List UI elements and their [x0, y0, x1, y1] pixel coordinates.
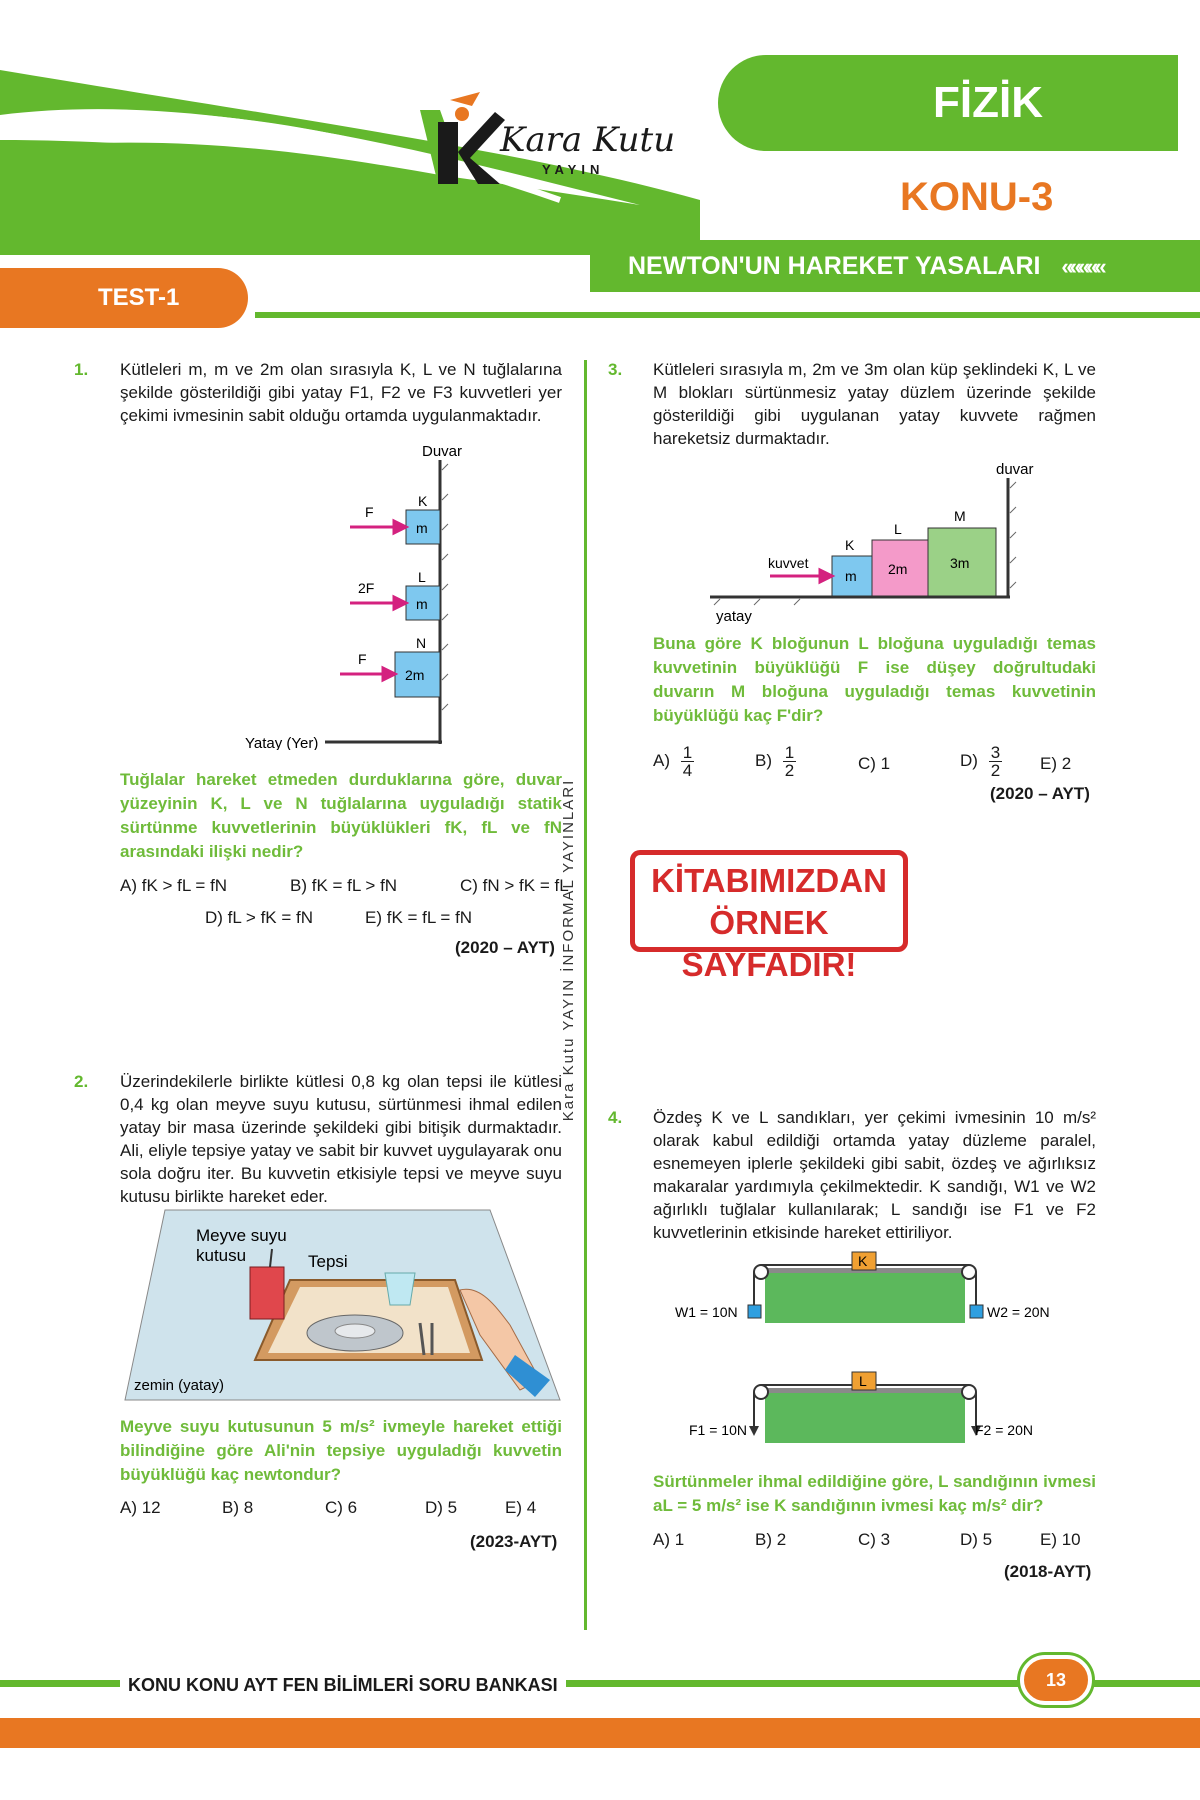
q4-crate-k-label: K — [858, 1253, 868, 1269]
q3-option-a[interactable] — [653, 744, 694, 779]
q2-option-d[interactable]: D) 5 — [425, 1498, 458, 1517]
stamp-line2: ÖRNEK SAYFADIR! — [681, 904, 857, 983]
topic-bar — [590, 240, 1200, 292]
q4-number: 4. — [608, 1108, 623, 1127]
q3-block-m-label: M — [954, 508, 966, 524]
q3-option-d-num: 3 — [990, 743, 1001, 762]
q4-figure — [675, 1248, 1095, 1448]
q3-block-k-mass: m — [845, 568, 857, 584]
q2-tray-label: Tepsi — [308, 1252, 348, 1271]
logo-mark-icon — [410, 92, 510, 187]
footer-book-title: KONU KONU AYT FEN BİLİMLERİ SORU BANKASI — [120, 1675, 566, 1696]
q3-block-l-label: L — [894, 521, 902, 537]
q3-option-c[interactable]: C) 1 — [858, 754, 891, 773]
q4-crate-l-label: L — [859, 1373, 867, 1389]
q4-option-c[interactable]: C) 3 — [858, 1530, 891, 1549]
q4-source: (2018-AYT) — [1004, 1562, 1092, 1581]
q3-option-e[interactable]: E) 2 — [1040, 754, 1072, 773]
q3-force-label: kuvvet — [768, 555, 809, 571]
q3-option-b-num: 1 — [784, 743, 795, 762]
q3-option-d-den: 2 — [990, 761, 1001, 780]
q2-figure — [120, 1205, 565, 1405]
q4-text: Özdeş K ve L sandıkları, yer çekimi ivmesinin 10 m/s² olarak kabul edildiği ortamda yatay düzleme paralel, esnemeyen iplerle şekildeki gibi sabit, özdeş ve ağırlıksız makaralar yardımıyla çekilmektedir. K sandığı, W1 ve W2 ağırlıklı tuğlalar kullanılarak; L sandığı ise F1 ve F2 kuvvetlerinin etkisinde hareket ettiriliyor. — [653, 1108, 1096, 1242]
q2-option-a[interactable]: A) 12 — [120, 1498, 161, 1517]
q2-juice-label-line1: Meyve suyu — [196, 1226, 287, 1245]
q2-floor-label: zemin (yatay) — [134, 1377, 225, 1394]
q4-option-d[interactable]: D) 5 — [960, 1530, 993, 1549]
q3-option-d-letter: D) — [960, 750, 978, 770]
q4-w2-label: W2 = 20N — [987, 1304, 1050, 1320]
q1-block-l-mass: m — [416, 596, 428, 612]
stamp-line1: KİTABIMIZDAN — [651, 862, 887, 899]
q1-option-a[interactable]: A) fK > fL = fN — [120, 876, 228, 895]
q3-number: 3. — [608, 360, 623, 379]
q2-juice-label-line2: kutusu — [196, 1246, 247, 1265]
sample-page-stamp — [630, 850, 908, 983]
q2-text: Üzerindekilerle birlikte kütlesi 0,8 kg olan tepsi ile kütlesi 0,4 kg olan meyve suyu kutusu, sürtünmesi ihmal edilen yatay bir masa üzerinde şekildeki gibi bitişik durmaktadır. Ali, eliyle tepsiye yatay ve sabit bir kuvvet uygulayarak onu sola doğru iter. Bu kuvvetin etkisiyle tepsi ve meyve suyu kutusu birlikte hareket eder. — [120, 1072, 562, 1206]
q1-option-b[interactable]: B) fK = fL > fN — [290, 876, 398, 895]
q2-option-b[interactable]: B) 8 — [222, 1498, 254, 1517]
q2-number: 2. — [74, 1072, 89, 1091]
q2-option-e[interactable]: E) 4 — [505, 1498, 537, 1517]
page-number: 13 — [1020, 1655, 1092, 1705]
q4-w1-label: W1 = 10N — [675, 1304, 738, 1320]
q4-option-e[interactable]: E) 10 — [1040, 1530, 1081, 1549]
q1-block-l-label: L — [418, 569, 426, 585]
q1-block-k-mass: m — [416, 520, 428, 536]
q1-force-f2: 2F — [358, 580, 375, 596]
q1-block-n-mass: 2m — [405, 667, 425, 683]
q2-question: Meyve suyu kutusunun 5 m/s² ivmeyle hareket ettiği bilindiğine göre Ali'nin tepsiye uyguladığı kuvvetin büyüklüğü kaç newtondur? — [120, 1417, 562, 1484]
q4-option-a[interactable]: A) 1 — [653, 1530, 685, 1549]
q1-ground-label: Yatay (Yer) — [245, 735, 319, 750]
q3-option-d[interactable] — [960, 744, 1002, 779]
side-label: Kara Kutu YAYIN İNFORMAL YAYINLARI — [560, 778, 577, 1122]
q1-option-e[interactable]: E) fK = fL = fN — [365, 908, 473, 927]
q1-force-f1: F — [365, 504, 374, 520]
q1-number: 1. — [74, 360, 89, 379]
q3-text: Kütleleri sırasıyla m, 2m ve 3m olan küp şeklindeki K, L ve M blokları sürtünmesiz yatay düzlem üzerinde şekilde gösterildiği gibi uygulanan yatay kuvvete rağmen hareketsiz durmaktadır. — [653, 360, 1096, 448]
q2-option-c[interactable]: C) 6 — [325, 1498, 358, 1517]
q1-block-n-label: N — [416, 635, 427, 651]
chevrons-icon: ««««« — [1061, 254, 1103, 279]
q1-wall-label: Duvar — [422, 443, 463, 460]
q4-question: Sürtünmeler ihmal edildiğine göre, L sandığının ivmesi aL = 5 m/s² ise K sandığının ivmesi kaç m/s² dir? — [653, 1472, 1096, 1515]
q3-ground-label: yatay — [716, 608, 752, 625]
q3-option-b[interactable] — [755, 744, 796, 779]
q3-block-l-mass: 2m — [888, 561, 908, 577]
subject-title: FİZİK — [718, 55, 1178, 151]
q4-f1-label: F1 = 10N — [689, 1422, 747, 1438]
q3-figure — [700, 458, 1070, 626]
q3-source: (2020 – AYT) — [990, 784, 1090, 803]
q1-block-k-label: K — [418, 493, 428, 509]
q1-text: Kütleleri m, m ve 2m olan sırasıyla K, L ve N tuğlalarına şekilde gösterildiği gibi yatay F1, F2 ve F3 kuvvetleri yer çekimi ivmesinin sabit olduğu ortamda uygulanmaktadır. — [120, 360, 562, 425]
q4-option-b[interactable]: B) 2 — [755, 1530, 787, 1549]
q1-force-f3: F — [358, 651, 367, 667]
logo-sub: YAYIN — [542, 162, 605, 177]
q3-option-a-den: 4 — [682, 761, 693, 780]
q4-f2-label: F2 = 20N — [975, 1422, 1033, 1438]
topic-title: NEWTON'UN HAREKET YASALARI — [628, 252, 1041, 280]
q1-option-c[interactable]: C) fN > fK = fL — [460, 876, 569, 895]
header-divider — [255, 312, 1200, 318]
q3-wall-label: duvar — [996, 461, 1034, 478]
q3-option-b-den: 2 — [784, 761, 795, 780]
q3-option-a-num: 1 — [682, 743, 693, 762]
q1-source: (2020 – AYT) — [455, 938, 555, 957]
q2-source: (2023-AYT) — [470, 1532, 558, 1551]
q3-block-m-mass: 3m — [950, 555, 970, 571]
q1-option-d[interactable]: D) fL > fK = fN — [205, 908, 314, 927]
unit-title: KONU-3 — [900, 175, 1054, 219]
logo-name: Kara Kutu — [500, 120, 676, 160]
footer-orange-band — [0, 1718, 1200, 1748]
test-badge: TEST-1 — [0, 268, 248, 328]
q1-question: Tuğlalar hareket etmeden durduklarına göre, duvar yüzeyinin K, L ve N tuğlalarına uyguladığı statik sürtünme kuvvetlerinin büyüklükleri fK, fL ve fN arasındaki ilişki nedir? — [120, 770, 562, 861]
q3-option-a-letter: A) — [653, 750, 670, 770]
q3-option-b-letter: B) — [755, 750, 772, 770]
q1-figure — [230, 440, 570, 750]
q3-question: Buna göre K bloğunun L bloğuna uyguladığı temas kuvvetinin büyüklüğü F ise düşey doğrultudaki duvarın M bloğuna uyguladığı temas kuvvetinin büyüklüğü kaç F'dir? — [653, 634, 1096, 725]
q3-block-k-label: K — [845, 537, 855, 553]
